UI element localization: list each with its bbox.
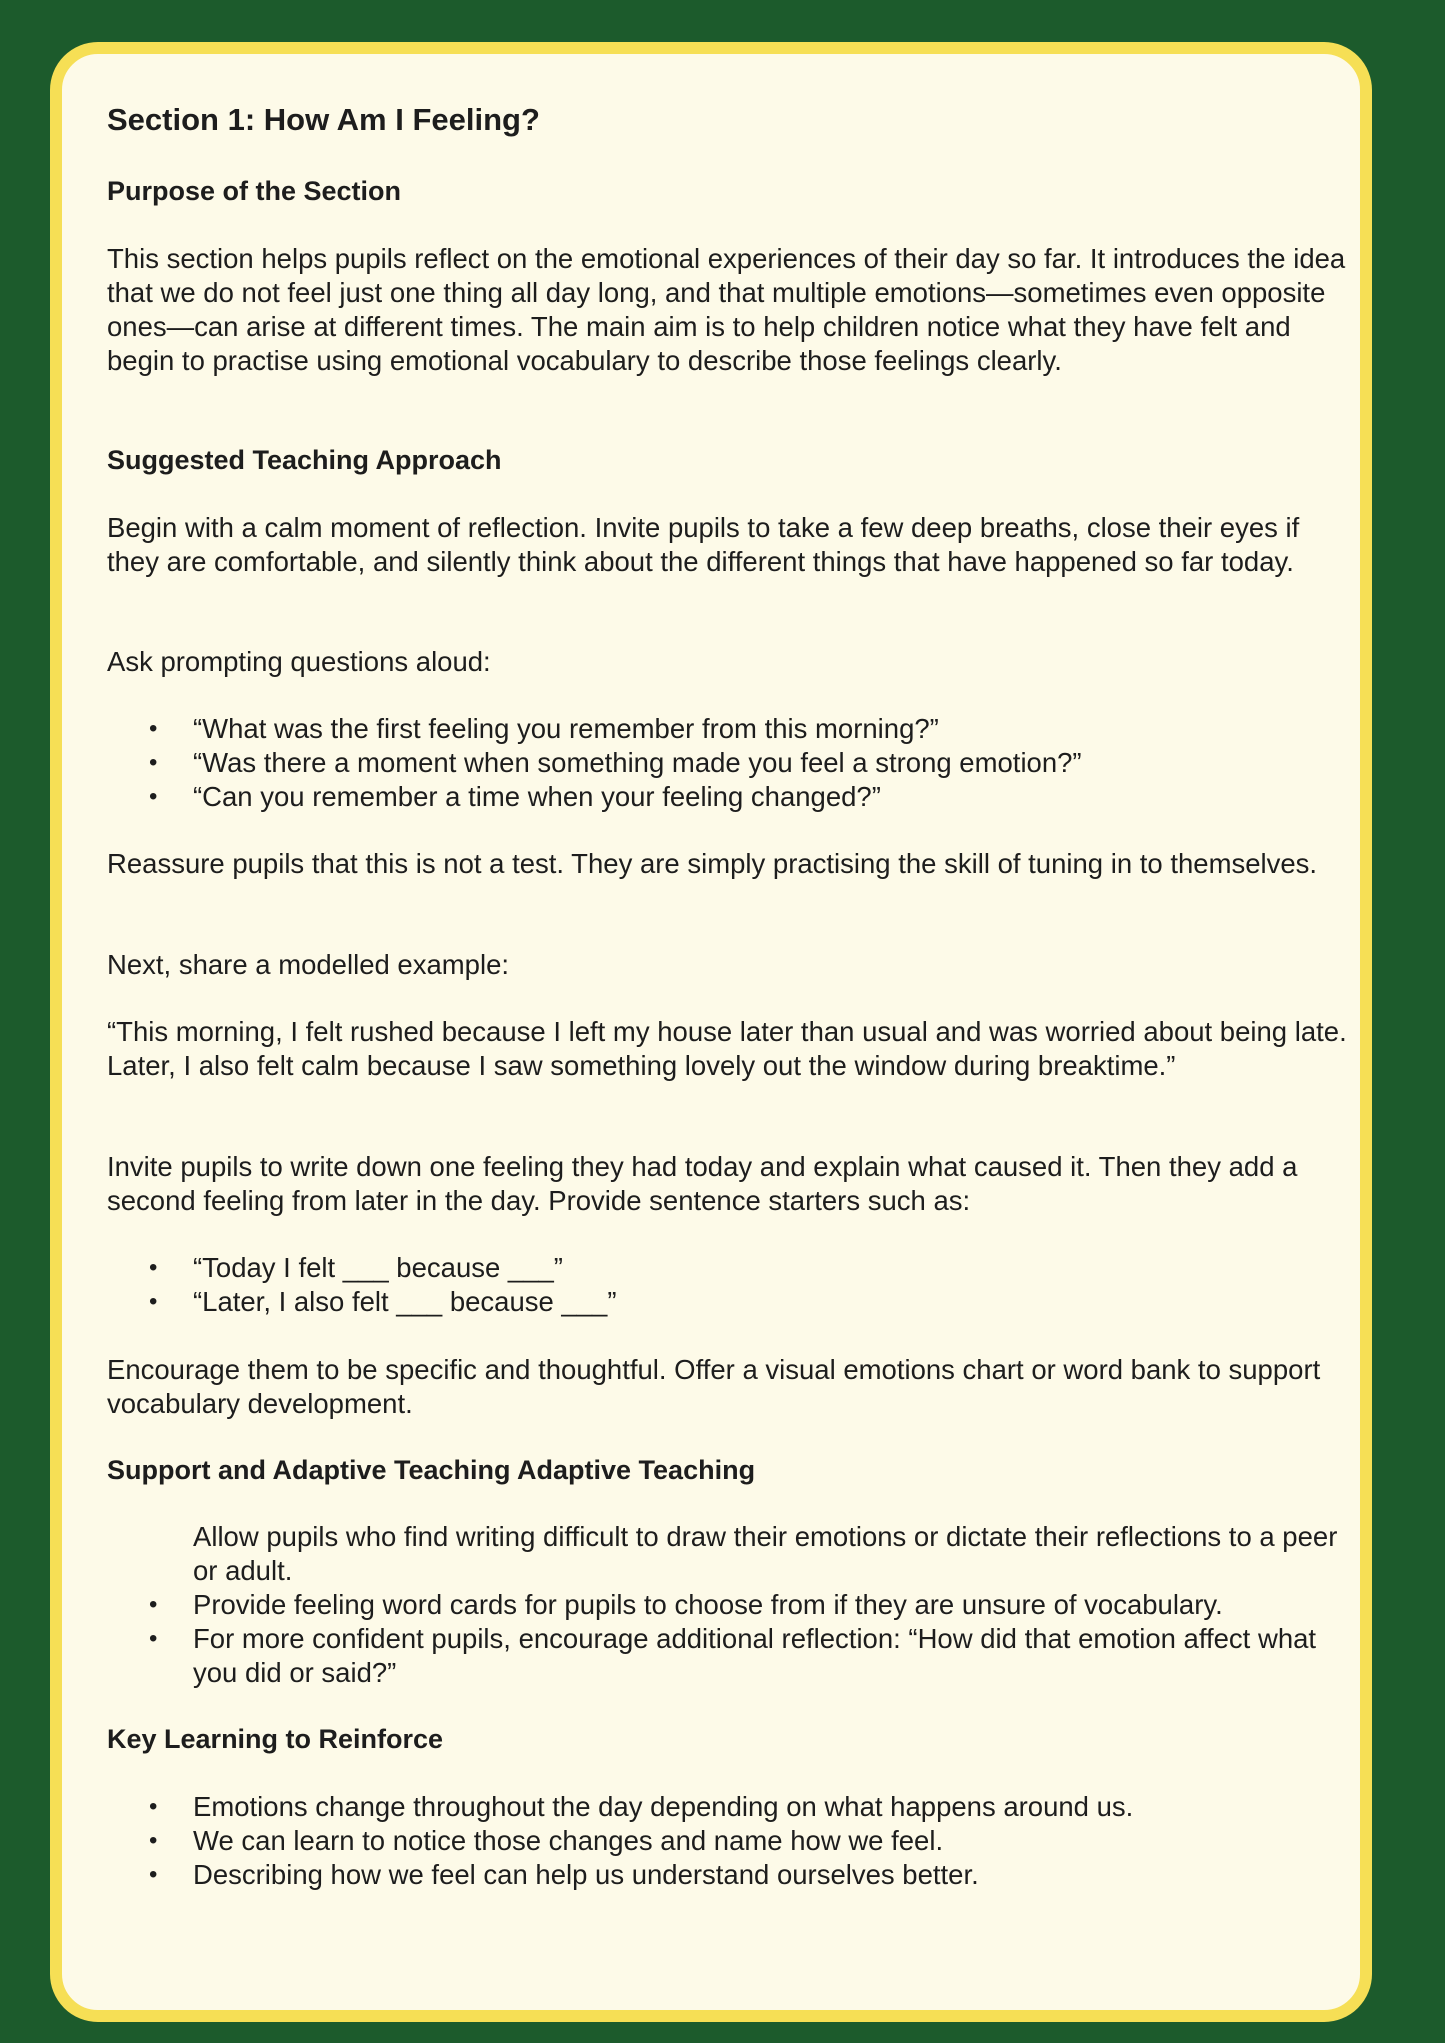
list-item: • “Today I felt ___ because ___” bbox=[107, 1251, 1353, 1285]
approach-heading: Suggested Teaching Approach bbox=[107, 445, 502, 475]
list-item: Allow pupils who find writing difficult to draw their emotions or dictate their reflections to a peer or adult. bbox=[193, 1521, 1338, 1586]
approach-reassure: Reassure pupils that this is not a test. They are simply practising the skill of tuning in to themselves. bbox=[107, 848, 1318, 879]
key-learning-list bbox=[107, 1790, 1347, 1892]
list-item: • “Later, I also felt ___ because ___” bbox=[107, 1285, 1353, 1319]
purpose-text: This section helps pupils reflect on the emotional experiences of their day so far. It introduces the idea that we do not feel just one thing all day long, and that multiple emotions—sometimes even opposite ones—can arise at different times. The main aim is to help children notice what they have felt and begin to practise using emotional vocabulary to describe those feelings clearly. bbox=[107, 243, 1346, 376]
list-item: • Provide feeling word cards for pupils to choose from if they are unsure of vocabulary. bbox=[107, 1588, 1353, 1622]
list-item: • “Was there a moment when something made you feel a strong emotion?” bbox=[107, 746, 1353, 780]
sentence-starters-list bbox=[107, 1251, 1347, 1319]
support-heading: Support and Adaptive Teaching Adaptive Teaching bbox=[107, 1455, 756, 1485]
list-item: • “What was the first feeling you remember from this morning?” bbox=[107, 712, 1353, 746]
list-item: • “Can you remember a time when your feeling changed?” bbox=[107, 780, 1353, 814]
modelled-example: “This morning, I felt rushed because I left my house later than usual and was worried about being late. Later, I also felt calm because I saw something lovely out the window during breaktime.” bbox=[107, 1016, 1347, 1081]
approach-ask: Ask prompting questions aloud: bbox=[107, 646, 491, 677]
approach-encourage: Encourage them to be specific and thoughtful. Offer a visual emotions chart or word bank to support vocabulary development. bbox=[107, 1354, 1321, 1419]
approach-intro: Begin with a calm moment of reflection. Invite pupils to take a few deep breaths, close their eyes if they are comfortable, and silently think about the different things that have happened so far today. bbox=[107, 512, 1300, 577]
list-item: • Emotions change throughout the day depending on what happens around us. bbox=[107, 1790, 1353, 1824]
list-item: • Describing how we feel can help us understand ourselves better. bbox=[107, 1858, 1353, 1892]
approach-invite: Invite pupils to write down one feeling they had today and explain what caused it. Then they add a second feeling from later in the day. Provide sentence starters such as: bbox=[107, 1151, 1298, 1216]
support-list bbox=[107, 1520, 1347, 1690]
approach-next: Next, share a modelled example: bbox=[107, 949, 510, 980]
purpose-heading: Purpose of the Section bbox=[107, 176, 402, 206]
page-title: Section 1: How Am I Feeling? bbox=[107, 102, 540, 137]
prompt-questions-list bbox=[107, 712, 1347, 814]
list-item: • We can learn to notice those changes and name how we feel. bbox=[107, 1824, 1353, 1858]
key-learning-heading: Key Learning to Reinforce bbox=[107, 1724, 444, 1754]
list-item: • For more confident pupils, encourage additional reflection: “How did that emotion affect what you did or said?” bbox=[107, 1622, 1353, 1690]
